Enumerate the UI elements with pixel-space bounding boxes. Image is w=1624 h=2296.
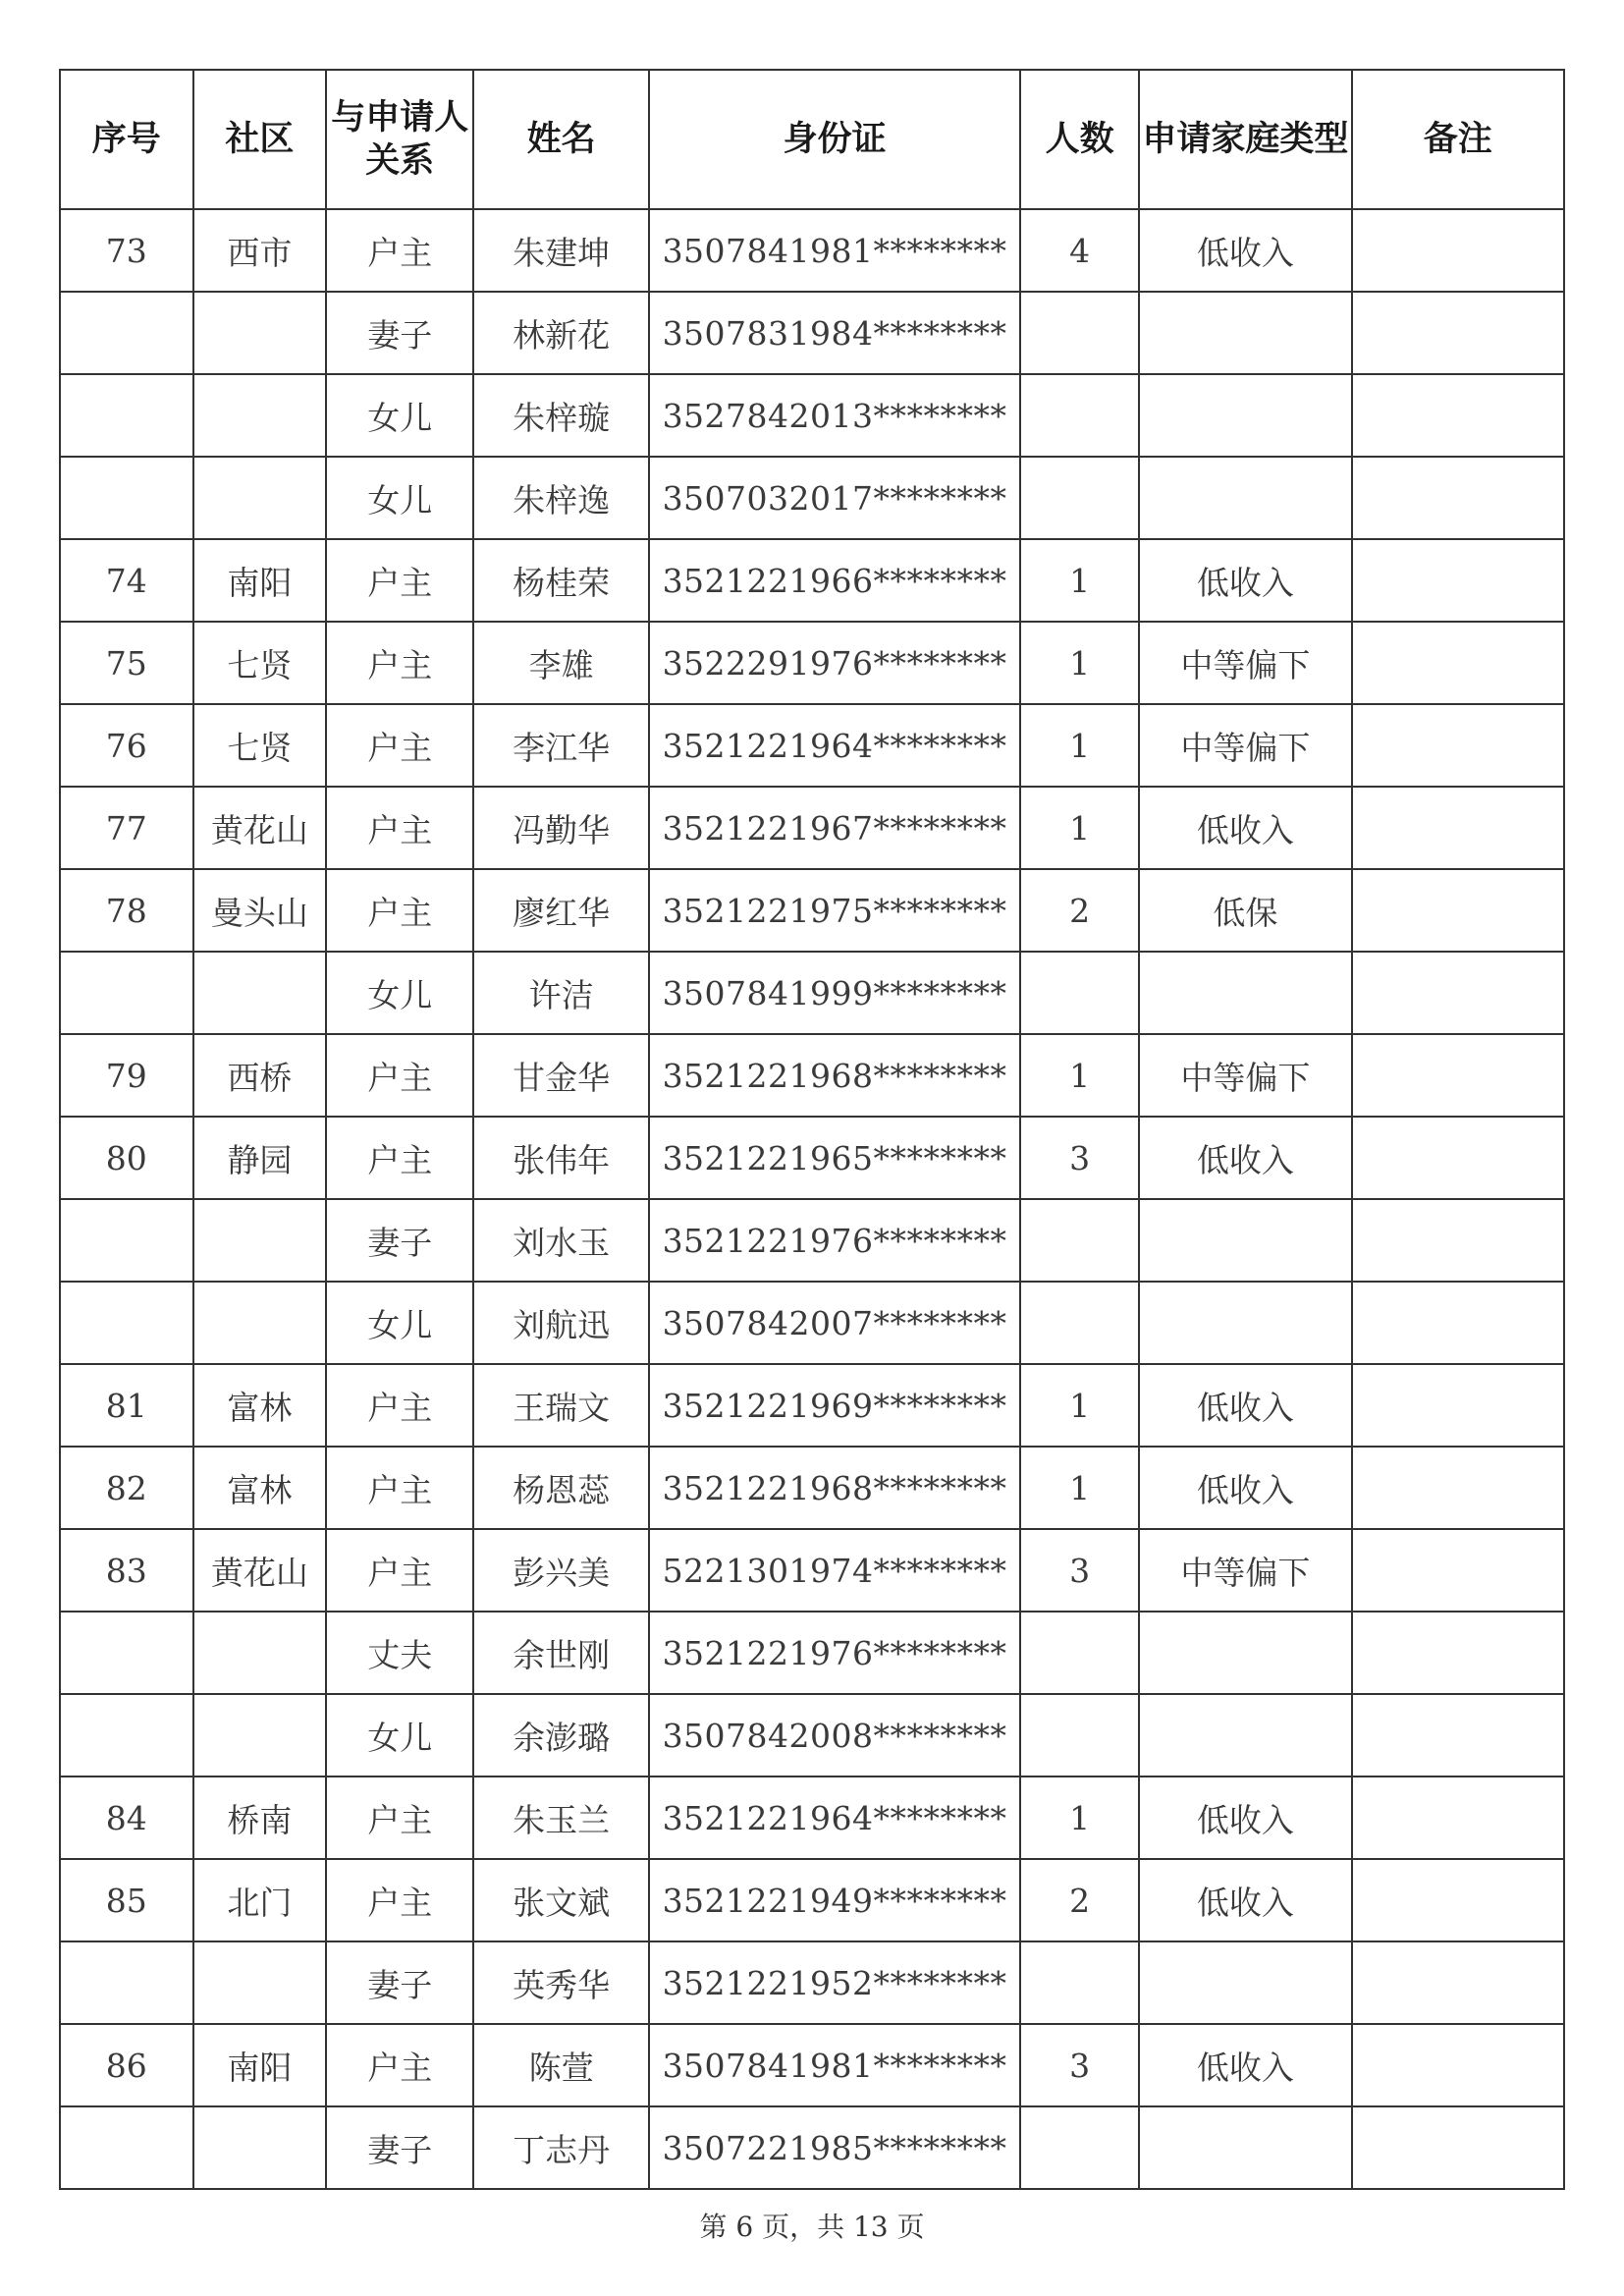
cell-remark	[1352, 374, 1564, 457]
cell-family-type: 低收入	[1139, 1859, 1351, 1941]
cell-count: 3	[1020, 1529, 1139, 1612]
cell-community: 北门	[193, 1859, 327, 1941]
cell-id-number: 3507221985********	[649, 2106, 1020, 2189]
cell-family-type: 低收入	[1139, 1777, 1351, 1859]
cell-family-type	[1139, 1694, 1351, 1777]
cell-remark	[1352, 1117, 1564, 1199]
cell-seq: 85	[60, 1859, 193, 1941]
header-seq: 序号	[60, 70, 193, 209]
cell-remark	[1352, 1034, 1564, 1117]
cell-family-type	[1139, 1199, 1351, 1282]
table-row	[60, 209, 1564, 292]
cell-remark	[1352, 1282, 1564, 1364]
cell-name: 丁志丹	[473, 2106, 649, 2189]
cell-seq: 74	[60, 539, 193, 622]
cell-name: 李雄	[473, 622, 649, 704]
cell-count: 1	[1020, 1777, 1139, 1859]
cell-count	[1020, 1941, 1139, 2024]
cell-remark	[1352, 1199, 1564, 1282]
cell-id-number: 5221301974********	[649, 1529, 1020, 1612]
table-row	[60, 1364, 1564, 1447]
cell-family-type: 低收入	[1139, 787, 1351, 869]
cell-name: 冯勤华	[473, 787, 649, 869]
cell-name: 许洁	[473, 952, 649, 1034]
cell-id-number: 3521221968********	[649, 1034, 1020, 1117]
cell-family-type: 中等偏下	[1139, 1034, 1351, 1117]
cell-seq: 78	[60, 869, 193, 952]
cell-relation: 女儿	[326, 374, 473, 457]
cell-community	[193, 292, 327, 374]
table-row	[60, 1529, 1564, 1612]
cell-remark	[1352, 209, 1564, 292]
table-row	[60, 787, 1564, 869]
table-row	[60, 704, 1564, 787]
cell-count: 2	[1020, 1859, 1139, 1941]
cell-community: 桥南	[193, 1777, 327, 1859]
cell-name: 杨桂荣	[473, 539, 649, 622]
cell-relation: 户主	[326, 622, 473, 704]
header-remark: 备注	[1352, 70, 1564, 209]
cell-community: 南阳	[193, 2024, 327, 2106]
cell-count	[1020, 457, 1139, 539]
table-row	[60, 1612, 1564, 1694]
cell-community	[193, 457, 327, 539]
cell-count: 1	[1020, 1364, 1139, 1447]
cell-family-type: 中等偏下	[1139, 622, 1351, 704]
table-row	[60, 1777, 1564, 1859]
cell-id-number: 3527842013********	[649, 374, 1020, 457]
cell-id-number: 3521221949********	[649, 1859, 1020, 1941]
cell-relation: 户主	[326, 1117, 473, 1199]
cell-remark	[1352, 457, 1564, 539]
cell-count: 1	[1020, 1034, 1139, 1117]
cell-community: 七贤	[193, 622, 327, 704]
cell-seq: 76	[60, 704, 193, 787]
table-row	[60, 457, 1564, 539]
cell-family-type: 低收入	[1139, 1117, 1351, 1199]
cell-count	[1020, 292, 1139, 374]
cell-count: 1	[1020, 539, 1139, 622]
table-header-row	[60, 70, 1564, 209]
cell-family-type: 低收入	[1139, 209, 1351, 292]
cell-family-type	[1139, 952, 1351, 1034]
cell-remark	[1352, 539, 1564, 622]
cell-relation: 户主	[326, 869, 473, 952]
cell-relation: 户主	[326, 1859, 473, 1941]
cell-family-type: 低保	[1139, 869, 1351, 952]
cell-name: 陈萱	[473, 2024, 649, 2106]
cell-name: 刘航迅	[473, 1282, 649, 1364]
table-row	[60, 622, 1564, 704]
table-row	[60, 1694, 1564, 1777]
header-id: 身份证	[649, 70, 1020, 209]
cell-community	[193, 1941, 327, 2024]
cell-relation: 户主	[326, 1529, 473, 1612]
cell-remark	[1352, 2106, 1564, 2189]
cell-remark	[1352, 704, 1564, 787]
cell-count: 3	[1020, 1117, 1139, 1199]
cell-relation: 户主	[326, 704, 473, 787]
cell-count: 1	[1020, 704, 1139, 787]
cell-seq: 73	[60, 209, 193, 292]
header-relation: 与申请人关系	[326, 70, 473, 209]
cell-id-number: 3521221975********	[649, 869, 1020, 952]
cell-count	[1020, 374, 1139, 457]
table-row	[60, 869, 1564, 952]
cell-community	[193, 952, 327, 1034]
cell-name: 李江华	[473, 704, 649, 787]
cell-relation: 女儿	[326, 1282, 473, 1364]
cell-community: 静园	[193, 1117, 327, 1199]
cell-id-number: 3521221964********	[649, 704, 1020, 787]
cell-seq	[60, 374, 193, 457]
cell-seq	[60, 1199, 193, 1282]
table-row	[60, 1199, 1564, 1282]
cell-relation: 户主	[326, 209, 473, 292]
cell-relation: 女儿	[326, 457, 473, 539]
cell-seq	[60, 2106, 193, 2189]
cell-remark	[1352, 622, 1564, 704]
cell-name: 廖红华	[473, 869, 649, 952]
cell-count	[1020, 952, 1139, 1034]
cell-remark	[1352, 787, 1564, 869]
table-row	[60, 1941, 1564, 2024]
table-row	[60, 374, 1564, 457]
cell-remark	[1352, 1941, 1564, 2024]
cell-id-number: 3507841981********	[649, 209, 1020, 292]
cell-remark	[1352, 1447, 1564, 1529]
cell-remark	[1352, 869, 1564, 952]
cell-count: 1	[1020, 1447, 1139, 1529]
cell-count	[1020, 2106, 1139, 2189]
cell-family-type	[1139, 1282, 1351, 1364]
table-row	[60, 1282, 1564, 1364]
cell-id-number: 3507841999********	[649, 952, 1020, 1034]
cell-name: 刘水玉	[473, 1199, 649, 1282]
cell-family-type	[1139, 374, 1351, 457]
cell-count: 2	[1020, 869, 1139, 952]
cell-community	[193, 1694, 327, 1777]
cell-name: 林新花	[473, 292, 649, 374]
cell-seq	[60, 1612, 193, 1694]
cell-count	[1020, 1282, 1139, 1364]
cell-community: 黄花山	[193, 787, 327, 869]
cell-id-number: 3521221966********	[649, 539, 1020, 622]
cell-remark	[1352, 952, 1564, 1034]
cell-id-number: 3521221976********	[649, 1199, 1020, 1282]
cell-family-type: 低收入	[1139, 539, 1351, 622]
cell-id-number: 3521221969********	[649, 1364, 1020, 1447]
table-row	[60, 1859, 1564, 1941]
cell-relation: 丈夫	[326, 1612, 473, 1694]
cell-name: 朱玉兰	[473, 1777, 649, 1859]
cell-family-type: 低收入	[1139, 2024, 1351, 2106]
cell-id-number: 3522291976********	[649, 622, 1020, 704]
cell-relation: 户主	[326, 539, 473, 622]
cell-id-number: 3507842007********	[649, 1282, 1020, 1364]
cell-family-type	[1139, 2106, 1351, 2189]
applicant-table	[59, 69, 1565, 2190]
cell-family-type: 中等偏下	[1139, 704, 1351, 787]
cell-id-number: 3521221965********	[649, 1117, 1020, 1199]
cell-name: 王瑞文	[473, 1364, 649, 1447]
cell-relation: 妻子	[326, 292, 473, 374]
cell-name: 余澎璐	[473, 1694, 649, 1777]
cell-id-number: 3507841981********	[649, 2024, 1020, 2106]
header-community: 社区	[193, 70, 327, 209]
cell-id-number: 3507032017********	[649, 457, 1020, 539]
cell-name: 余世刚	[473, 1612, 649, 1694]
cell-count: 1	[1020, 622, 1139, 704]
cell-relation: 户主	[326, 1447, 473, 1529]
cell-seq: 80	[60, 1117, 193, 1199]
cell-seq	[60, 1282, 193, 1364]
cell-name: 杨恩蕊	[473, 1447, 649, 1529]
cell-family-type: 低收入	[1139, 1364, 1351, 1447]
cell-seq: 81	[60, 1364, 193, 1447]
cell-family-type: 低收入	[1139, 1447, 1351, 1529]
cell-seq	[60, 292, 193, 374]
cell-family-type	[1139, 1612, 1351, 1694]
cell-count	[1020, 1612, 1139, 1694]
cell-relation: 妻子	[326, 1941, 473, 2024]
cell-community	[193, 2106, 327, 2189]
cell-remark	[1352, 1529, 1564, 1612]
cell-relation: 户主	[326, 787, 473, 869]
table-row	[60, 2106, 1564, 2189]
cell-community: 富林	[193, 1364, 327, 1447]
cell-relation: 妻子	[326, 2106, 473, 2189]
cell-remark	[1352, 1694, 1564, 1777]
cell-count: 1	[1020, 787, 1139, 869]
cell-name: 朱建坤	[473, 209, 649, 292]
cell-seq: 82	[60, 1447, 193, 1529]
cell-community: 曼头山	[193, 869, 327, 952]
cell-id-number: 3507831984********	[649, 292, 1020, 374]
page-number: 第 6 页，共 13 页	[699, 2211, 925, 2243]
cell-relation: 女儿	[326, 952, 473, 1034]
cell-name: 朱梓璇	[473, 374, 649, 457]
cell-seq	[60, 1941, 193, 2024]
cell-seq: 83	[60, 1529, 193, 1612]
header-count: 人数	[1020, 70, 1139, 209]
cell-community	[193, 1199, 327, 1282]
cell-name: 张文斌	[473, 1859, 649, 1941]
table-row	[60, 539, 1564, 622]
cell-seq: 84	[60, 1777, 193, 1859]
cell-count: 4	[1020, 209, 1139, 292]
cell-remark	[1352, 1777, 1564, 1859]
cell-id-number: 3507842008********	[649, 1694, 1020, 1777]
cell-remark	[1352, 2024, 1564, 2106]
table-row	[60, 952, 1564, 1034]
cell-family-type	[1139, 457, 1351, 539]
cell-remark	[1352, 1859, 1564, 1941]
cell-remark	[1352, 1612, 1564, 1694]
cell-community: 七贤	[193, 704, 327, 787]
cell-relation: 妻子	[326, 1199, 473, 1282]
cell-relation: 户主	[326, 1034, 473, 1117]
table-row	[60, 2024, 1564, 2106]
cell-community: 南阳	[193, 539, 327, 622]
cell-id-number: 3521221967********	[649, 787, 1020, 869]
cell-id-number: 3521221952********	[649, 1941, 1020, 2024]
cell-remark	[1352, 1364, 1564, 1447]
cell-seq: 77	[60, 787, 193, 869]
cell-relation: 女儿	[326, 1694, 473, 1777]
header-type: 申请家庭类型	[1139, 70, 1351, 209]
cell-seq: 79	[60, 1034, 193, 1117]
cell-count: 3	[1020, 2024, 1139, 2106]
cell-family-type: 中等偏下	[1139, 1529, 1351, 1612]
cell-name: 甘金华	[473, 1034, 649, 1117]
table-row	[60, 1117, 1564, 1199]
cell-community: 黄花山	[193, 1529, 327, 1612]
cell-name: 英秀华	[473, 1941, 649, 2024]
table-row	[60, 292, 1564, 374]
cell-id-number: 3521221968********	[649, 1447, 1020, 1529]
cell-family-type	[1139, 1941, 1351, 2024]
cell-seq	[60, 952, 193, 1034]
cell-id-number: 3521221976********	[649, 1612, 1020, 1694]
table-body	[60, 209, 1564, 2189]
table-row	[60, 1034, 1564, 1117]
cell-name: 朱梓逸	[473, 457, 649, 539]
cell-count	[1020, 1199, 1139, 1282]
cell-name: 张伟年	[473, 1117, 649, 1199]
cell-count	[1020, 1694, 1139, 1777]
header-name: 姓名	[473, 70, 649, 209]
cell-community	[193, 1282, 327, 1364]
cell-community: 西市	[193, 209, 327, 292]
cell-community	[193, 1612, 327, 1694]
cell-seq: 86	[60, 2024, 193, 2106]
cell-community: 富林	[193, 1447, 327, 1529]
cell-family-type	[1139, 292, 1351, 374]
cell-seq	[60, 457, 193, 539]
cell-id-number: 3521221964********	[649, 1777, 1020, 1859]
cell-relation: 户主	[326, 1364, 473, 1447]
cell-remark	[1352, 292, 1564, 374]
cell-name: 彭兴美	[473, 1529, 649, 1612]
cell-seq	[60, 1694, 193, 1777]
cell-seq: 75	[60, 622, 193, 704]
cell-community	[193, 374, 327, 457]
cell-community: 西桥	[193, 1034, 327, 1117]
cell-relation: 户主	[326, 2024, 473, 2106]
table-row	[60, 1447, 1564, 1529]
cell-relation: 户主	[326, 1777, 473, 1859]
